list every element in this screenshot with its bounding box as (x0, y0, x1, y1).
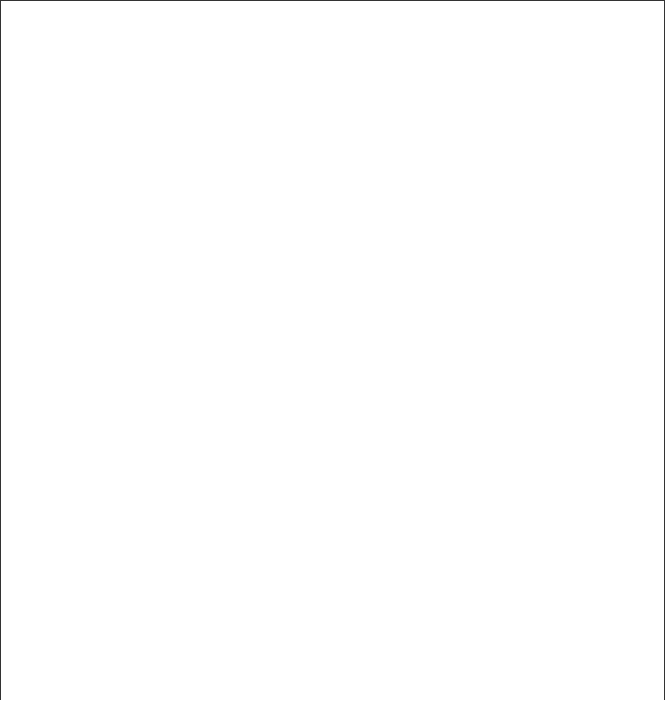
coordinate-grid[interactable] (1, 1, 667, 701)
